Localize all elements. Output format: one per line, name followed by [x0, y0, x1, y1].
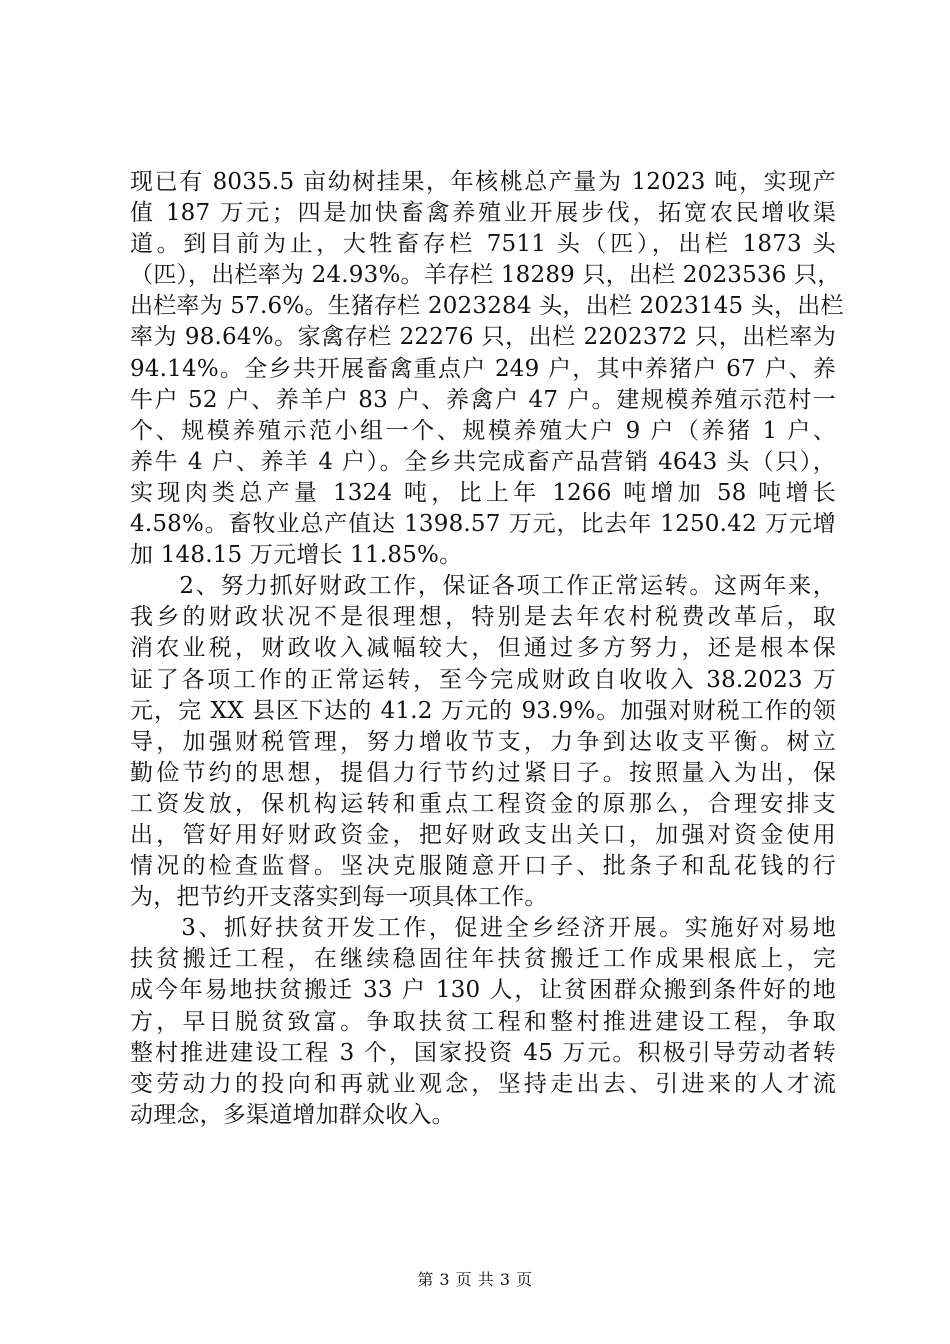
text-line: 元，完 XX 县区下达的 41.2 万元的 93.9%。加强对财税工作的领	[130, 697, 836, 724]
text-line: 方，早日脱贫致富。争取扶贫工程和整村推进建设工程，争取	[130, 1008, 836, 1035]
text-line: 现已有 8035.5 亩幼树挂果，年核桃总产量为 12023 吨，实现产	[130, 169, 836, 195]
page-footer: 第 3 页 共 3 页	[417, 1270, 533, 1289]
text-line: 整村推进建设工程 3 个，国家投资 45 万元。积极引导劳动者转	[130, 1039, 836, 1066]
paragraph-start-line: 3、抓好扶贫开发工作，促进全乡经济开展。实施好对易地	[130, 915, 836, 942]
paragraph-end-line: 动理念，多渠道增加群众收入。	[130, 1101, 455, 1128]
text-line: 成今年易地扶贫搬迁 33 户 130 人，让贫困群众搬到条件好的地	[130, 977, 836, 1004]
text-line: 4.58%。畜牧业总产值达 1398.57 万元，比去年 1250.42 万元增	[130, 511, 836, 538]
text-line: 消农业税，财政收入减幅较大，但通过多方努力，还是根本保	[130, 635, 836, 662]
paragraph-start-line: 2、努力抓好财政工作，保证各项工作正常运转。这两年来，	[130, 573, 836, 600]
text-line: 值 187 万元；四是加快畜禽养殖业开展步伐，拓宽农民增收渠	[130, 200, 836, 227]
text-line: 出栏率为 57.6%。生猪存栏 2023284 头，出栏 2023145 头，出栏	[130, 293, 844, 320]
text-line: （匹），出栏率为 24.93%。羊存栏 18289 只，出栏 2023536 只，	[130, 262, 841, 289]
text-line: 勤俭节约的思想，提倡力行节约过紧日子。按照量入为出，保	[130, 759, 836, 786]
text-line: 率为 98.64%。家禽存栏 22276 只，出栏 2202372 只，出栏率为	[130, 324, 836, 351]
text-line: 证了各项工作的正常运转，至今完成财政自收收入 38.2023 万	[130, 666, 836, 693]
text-line: 个、规模养殖示范小组一个、规模养殖大户 9 户（养猪 1 户、	[130, 417, 836, 444]
text-line: 养牛 4 户、养羊 4 户）。全乡共完成畜产品营销 4643 头（只），	[130, 448, 836, 475]
text-line: 导，加强财税管理，努力增收节支，力争到达收支平衡。树立	[130, 728, 836, 755]
text-line: 我乡的财政状况不是很理想，特别是去年农村税费改革后，取	[130, 604, 836, 631]
text-line: 94.14%。全乡共开展畜禽重点户 249 户，其中养猪户 67 户、养	[130, 355, 836, 382]
text-line: 实现肉类总产量 1324 吨，比上年 1266 吨增加 58 吨增长	[130, 479, 836, 506]
text-line: 出，管好用好财政资金，把好财政支出关口，加强对资金使用	[130, 821, 836, 848]
text-line: 道。到目前为止，大牲畜存栏 7511 头（匹），出栏 1873 头	[130, 231, 836, 258]
paragraph-end-line: 加 148.15 万元增长 11.85%。	[130, 542, 463, 569]
text-line: 工资发放，保机构运转和重点工程资金的原那么，合理安排支	[130, 790, 836, 817]
paragraph-end-line: 为，把节约开支落实到每一项具体工作。	[130, 884, 548, 911]
text-line: 变劳动力的投向和再就业观念，坚持走出去、引进来的人才流	[130, 1070, 836, 1097]
document-body	[130, 167, 844, 1131]
text-line: 牛户 52 户、养羊户 83 户、养禽户 47 户。建规模养殖示范村一	[130, 386, 836, 413]
text-line: 情况的检查监督。坚决克服随意开口子、批条子和乱花钱的行	[130, 853, 836, 880]
text-line: 扶贫搬迁工程，在继续稳固往年扶贫搬迁工作成果根底上，完	[130, 946, 836, 973]
